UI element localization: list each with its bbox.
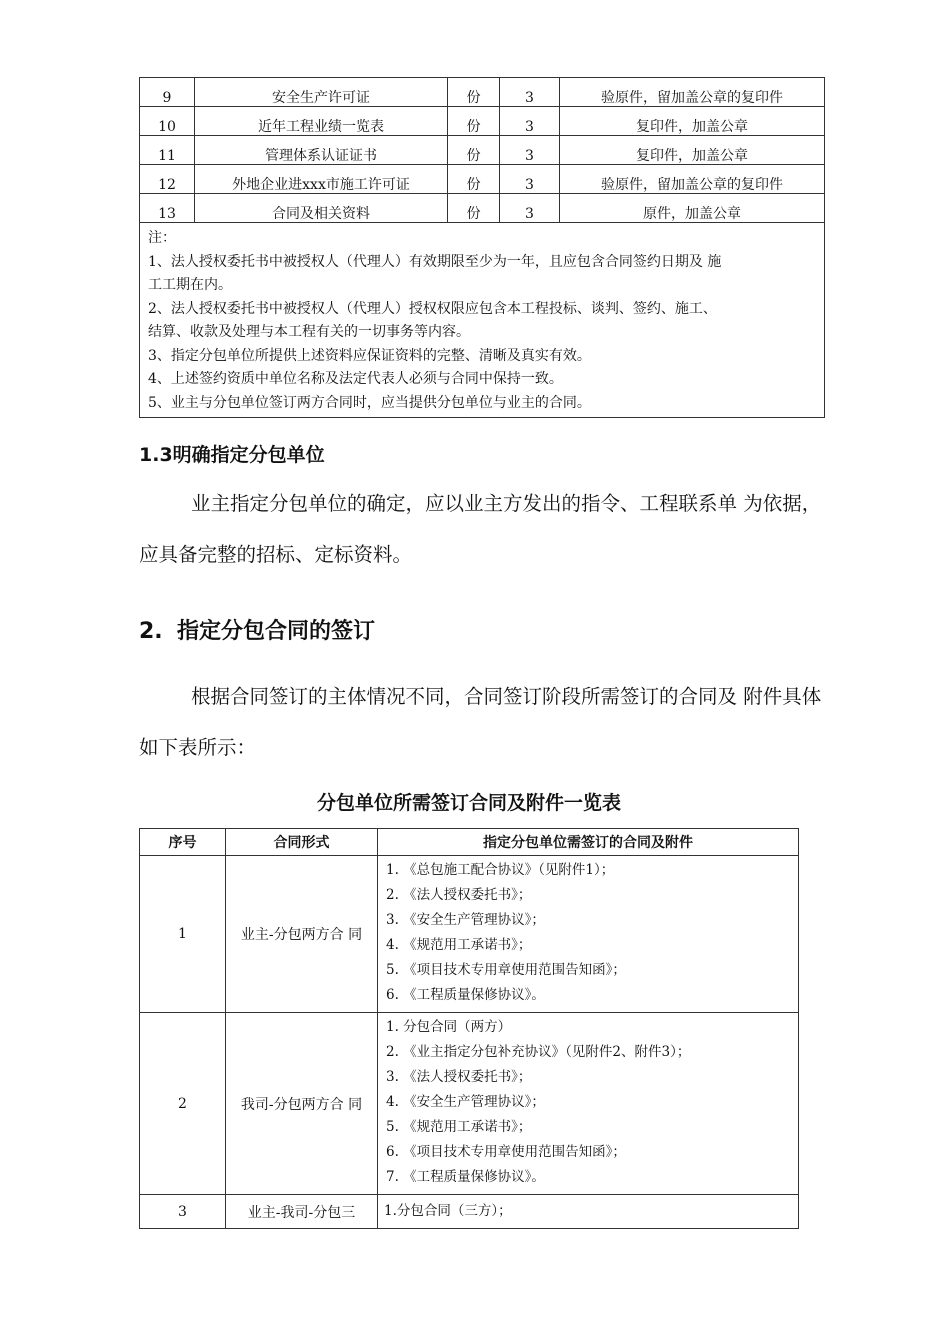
- table-row: [140, 78, 825, 107]
- cell-name: 外地企业进xxx市施工许可证: [195, 165, 448, 194]
- contract-table: [139, 828, 799, 1229]
- table-row: [140, 107, 825, 136]
- notes-row: [140, 223, 825, 418]
- list-item: 5. 《规范用工承诺书》；: [386, 1119, 532, 1135]
- cell-name: 管理体系认证证书: [195, 136, 448, 165]
- section-1-3-heading: 1.3明确指定分包单位: [139, 444, 325, 466]
- table-row: [140, 856, 799, 1013]
- note-line: 4、上述签约资质中单位名称及法定代表人必须与合同中保持一致。: [148, 371, 563, 387]
- list-item: 4. 《安全生产管理协议》；: [386, 1094, 545, 1110]
- list-item: 1.分包合同（三方）；: [384, 1203, 512, 1219]
- cell-no: 3: [140, 1195, 226, 1229]
- note-line: 注：: [148, 230, 176, 246]
- list-item: 1. 分包合同（两方）: [386, 1019, 512, 1035]
- section-2-number: 2.: [139, 619, 163, 644]
- notes-cell: [140, 223, 825, 418]
- cell-name: 安全生产许可证: [195, 78, 448, 107]
- note-line: 1、法人授权委托书中被授权人（代理人）有效期限至少为一年，且应包含合同签约日期及 施: [148, 253, 722, 270]
- cell-no: 1: [140, 856, 226, 1013]
- cell-docs: [378, 856, 799, 1013]
- cell-qty: 3: [500, 78, 560, 107]
- table-row: [140, 136, 825, 165]
- cell-form: 业主-分包两方合 同: [226, 856, 378, 1013]
- cell-no: 12: [140, 165, 195, 194]
- list-item: 1. 《总包施工配合协议》（见附件1）；: [386, 862, 615, 878]
- section-1-3-paragraph: 业主指定分包单位的确定，应以业主方发出的指令、工程联系单 为依据，应具备完整的招标、定标资料。: [139, 492, 822, 566]
- cell-unit: 份: [448, 107, 500, 136]
- header-form: 合同形式: [226, 829, 378, 856]
- cell-form: 业主-我司-分包三: [226, 1195, 378, 1229]
- table-row: [140, 165, 825, 194]
- table-row: [140, 1013, 799, 1195]
- table-caption: 分包单位所需签订合同及附件一览表: [316, 792, 621, 814]
- header-no: 序号: [140, 829, 226, 856]
- cell-name: 合同及相关资料: [195, 194, 448, 223]
- note-line: 2、法人授权委托书中被授权人（代理人）授权权限应包含本工程投标、谈判、签约、施工、: [148, 300, 717, 317]
- cell-docs: [378, 1013, 799, 1195]
- list-item: 3. 《安全生产管理协议》；: [386, 912, 545, 928]
- qualification-table: [139, 77, 825, 418]
- table-row: [140, 1195, 799, 1229]
- cell-remark: 复印件，加盖公章: [560, 136, 825, 165]
- list-item: 5. 《项目技术专用章使用范围告知函》；: [386, 962, 626, 978]
- qualification-table-body: [140, 78, 825, 418]
- cell-qty: 3: [500, 165, 560, 194]
- cell-no: 9: [140, 78, 195, 107]
- section-2-heading: [139, 614, 375, 645]
- cell-no: 13: [140, 194, 195, 223]
- cell-unit: 份: [448, 136, 500, 165]
- cell-no: 2: [140, 1013, 226, 1195]
- contract-table-header-row: [140, 829, 799, 856]
- cell-form: 我司-分包两方合 同: [226, 1013, 378, 1195]
- list-item: 7. 《工程质量保修协议》。: [386, 1169, 545, 1185]
- note-line: 结算、收款及处理与本工程有关的一切事务等内容。: [148, 324, 470, 340]
- cell-unit: 份: [448, 194, 500, 223]
- section-2-paragraph: 根据合同签订的主体情况不同，合同签订阶段所需签订的合同及 附件具体如下表所示：: [139, 685, 822, 759]
- note-line: 3、指定分包单位所提供上述资料应保证资料的完整、清晰及真实有效。: [148, 347, 591, 364]
- cell-qty: 3: [500, 136, 560, 165]
- list-item: 6. 《工程质量保修协议》。: [386, 987, 545, 1003]
- cell-remark: 复印件，加盖公章: [560, 107, 825, 136]
- cell-unit: 份: [448, 78, 500, 107]
- cell-qty: 3: [500, 194, 560, 223]
- note-line: 工工期在内。: [148, 277, 232, 293]
- list-item: 6. 《项目技术专用章使用范围告知函》；: [386, 1144, 626, 1160]
- list-item: 3. 《法人授权委托书》；: [386, 1069, 532, 1085]
- cell-remark: 验原件，留加盖公章的复印件: [560, 165, 825, 194]
- contract-table-body: [140, 856, 799, 1229]
- cell-remark: 验原件，留加盖公章的复印件: [560, 78, 825, 107]
- cell-qty: 3: [500, 107, 560, 136]
- list-item: 2. 《业主指定分包补充协议》（见附件2、附件3）；: [386, 1044, 691, 1060]
- cell-name: 近年工程业绩一览表: [195, 107, 448, 136]
- list-item: 4. 《规范用工承诺书》；: [386, 937, 532, 953]
- header-docs: 指定分包单位需签订的合同及附件: [378, 829, 799, 856]
- cell-unit: 份: [448, 165, 500, 194]
- table-row: [140, 194, 825, 223]
- note-line: 5、业主与分包单位签订两方合同时，应当提供分包单位与业主的合同。: [148, 394, 591, 411]
- cell-remark: 原件，加盖公章: [560, 194, 825, 223]
- list-item: 2. 《法人授权委托书》；: [386, 887, 532, 903]
- section-2-title: 指定分包合同的签订: [177, 619, 376, 644]
- cell-docs: [378, 1195, 799, 1229]
- cell-no: 11: [140, 136, 195, 165]
- cell-no: 10: [140, 107, 195, 136]
